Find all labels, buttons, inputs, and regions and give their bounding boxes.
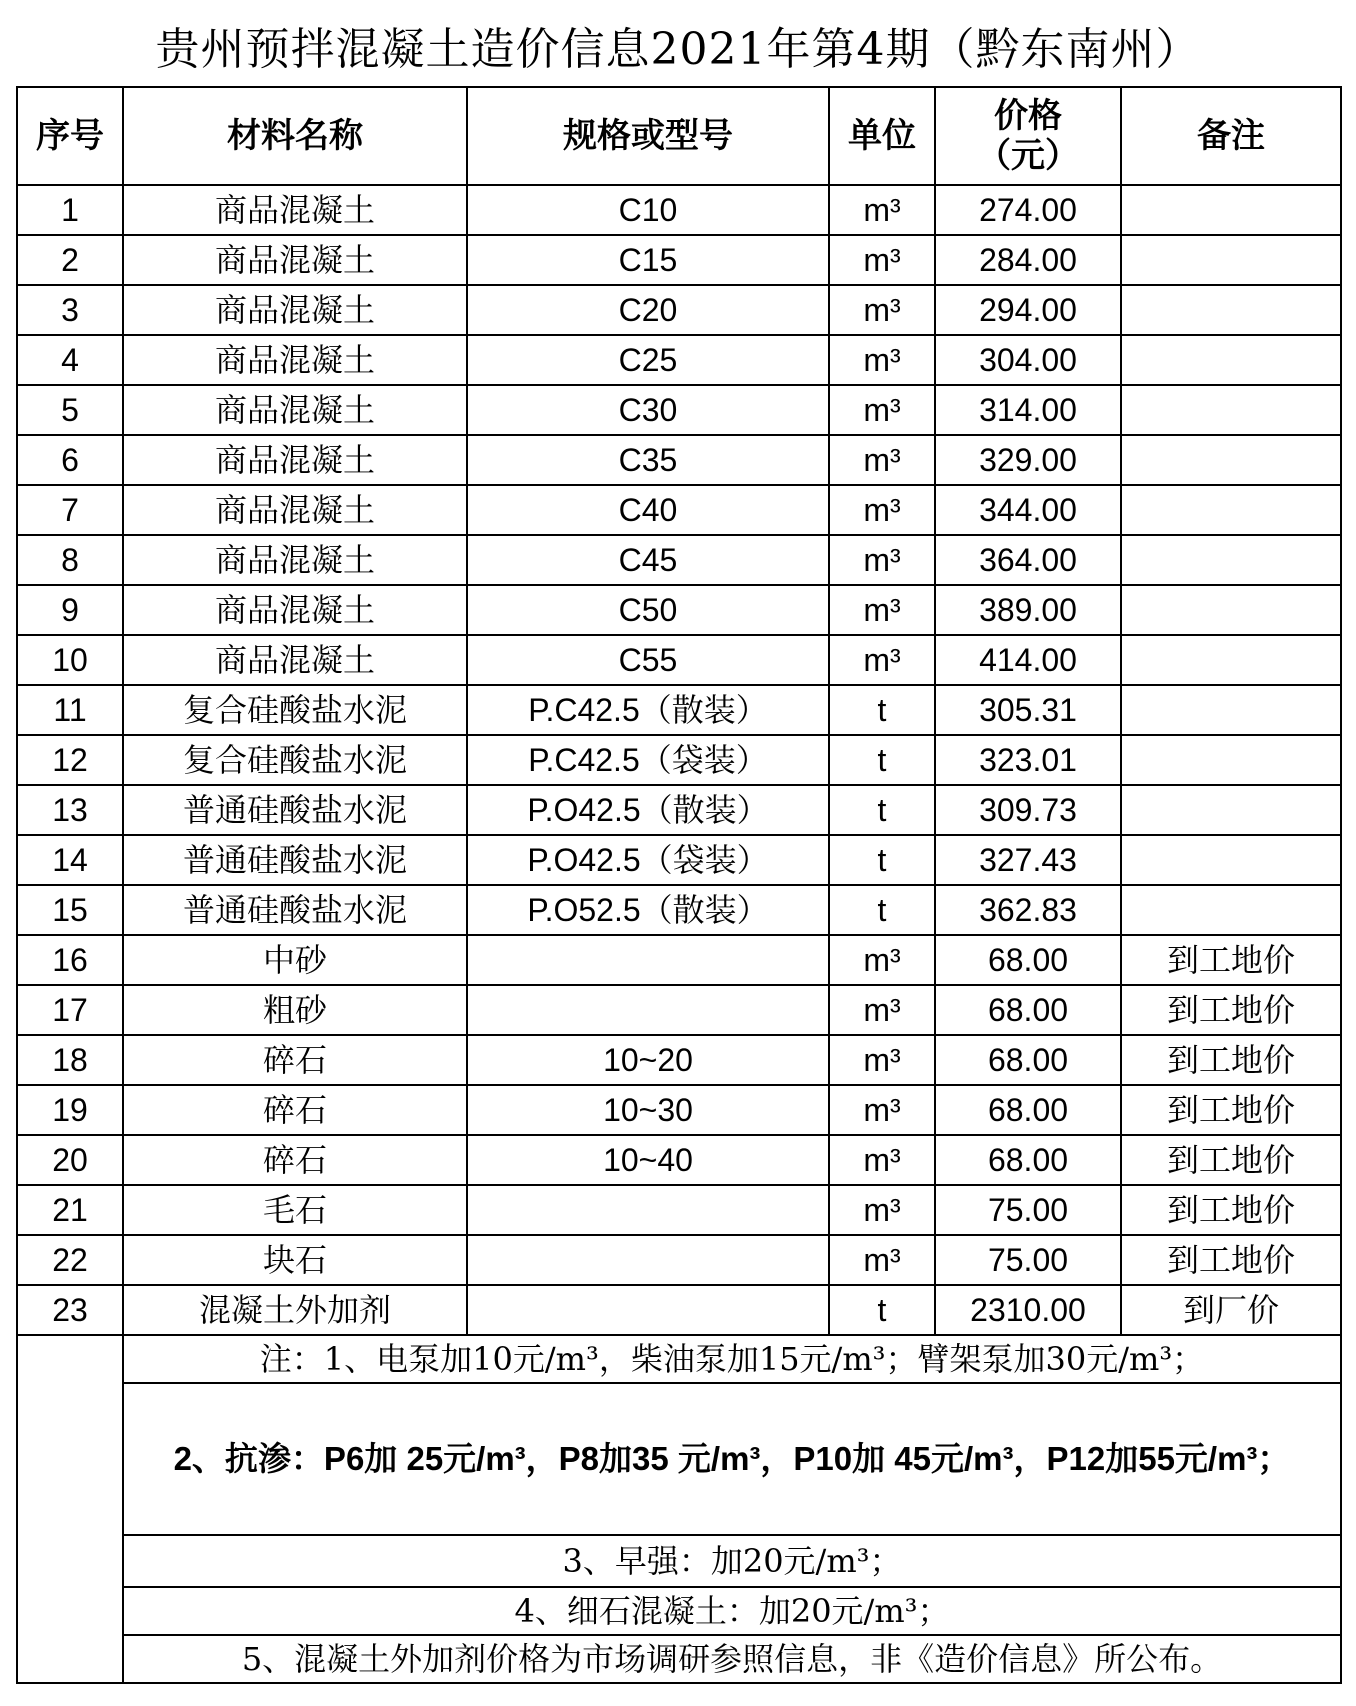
table-cell-name: 商品混凝土 xyxy=(123,235,467,285)
note-3: 3、早强：加20元/m³； xyxy=(123,1535,1341,1587)
table-cell-remark: 到厂价 xyxy=(1121,1285,1341,1335)
note-1: 注：1、电泵加10元/m³，柴油泵加15元/m³；臂架泵加30元/m³； xyxy=(123,1335,1341,1383)
table-row xyxy=(17,235,1341,285)
table-cell-price: 314.00 xyxy=(935,385,1121,435)
table-row xyxy=(17,1085,1341,1135)
table-cell-seq: 16 xyxy=(17,935,123,985)
header-unit: 单位 xyxy=(829,87,935,185)
table-cell-remark: 到工地价 xyxy=(1121,1035,1341,1085)
table-cell-remark xyxy=(1121,585,1341,635)
table-cell-price: 323.01 xyxy=(935,735,1121,785)
table-cell-name: 毛石 xyxy=(123,1185,467,1235)
table-cell-spec xyxy=(467,1235,829,1285)
table-cell-price: 294.00 xyxy=(935,285,1121,335)
table-cell-seq: 9 xyxy=(17,585,123,635)
table-row xyxy=(17,1035,1341,1085)
table-cell-spec: P.O52.5（散装） xyxy=(467,885,829,935)
note-2: 2、抗渗：P6加 25元/m³，P8加35 元/m³，P10加 45元/m³，P12加55元/m³； xyxy=(123,1383,1341,1535)
table-cell-seq: 3 xyxy=(17,285,123,335)
table-cell-price: 329.00 xyxy=(935,435,1121,485)
table-cell-price: 284.00 xyxy=(935,235,1121,285)
table-cell-spec: C25 xyxy=(467,335,829,385)
table-row xyxy=(17,885,1341,935)
table-cell-unit: m³ xyxy=(829,535,935,585)
table-cell-name: 普通硅酸盐水泥 xyxy=(123,885,467,935)
table-row xyxy=(17,635,1341,685)
table-cell-spec: P.C42.5（袋装） xyxy=(467,735,829,785)
table-cell-unit: m³ xyxy=(829,385,935,435)
table-cell-unit: m³ xyxy=(829,335,935,385)
table-cell-name: 块石 xyxy=(123,1235,467,1285)
table-cell-seq: 23 xyxy=(17,1285,123,1335)
table-cell-seq: 20 xyxy=(17,1135,123,1185)
table-cell-spec: P.C42.5（散装） xyxy=(467,685,829,735)
table-row xyxy=(17,1135,1341,1185)
table-cell-remark: 到工地价 xyxy=(1121,1185,1341,1235)
note-5: 5、混凝土外加剂价格为市场调研参照信息，非《造价信息》所公布。 xyxy=(123,1635,1341,1683)
table-cell-unit: m³ xyxy=(829,1235,935,1285)
table-cell-name: 复合硅酸盐水泥 xyxy=(123,735,467,785)
table-cell-seq: 2 xyxy=(17,235,123,285)
table-cell-unit: t xyxy=(829,685,935,735)
table-cell-price: 75.00 xyxy=(935,1235,1121,1285)
table-cell-remark xyxy=(1121,235,1341,285)
table-cell-price: 68.00 xyxy=(935,1085,1121,1135)
table-header-row xyxy=(17,87,1341,185)
table-cell-seq: 11 xyxy=(17,685,123,735)
table-cell-seq: 15 xyxy=(17,885,123,935)
table-cell-price: 327.43 xyxy=(935,835,1121,885)
table-cell-spec: C50 xyxy=(467,585,829,635)
table-row xyxy=(17,685,1341,735)
table-cell-name: 普通硅酸盐水泥 xyxy=(123,835,467,885)
header-spec: 规格或型号 xyxy=(467,87,829,185)
table-row xyxy=(17,835,1341,885)
table-cell-name: 商品混凝土 xyxy=(123,485,467,535)
table-cell-remark xyxy=(1121,835,1341,885)
table-cell-name: 商品混凝土 xyxy=(123,185,467,235)
table-cell-seq: 17 xyxy=(17,985,123,1035)
table-cell-spec xyxy=(467,1185,829,1235)
table-cell-remark xyxy=(1121,685,1341,735)
table-cell-price: 414.00 xyxy=(935,635,1121,685)
table-cell-name: 商品混凝土 xyxy=(123,585,467,635)
table-cell-unit: m³ xyxy=(829,635,935,685)
table-cell-remark xyxy=(1121,435,1341,485)
table-row xyxy=(17,1235,1341,1285)
table-cell-price: 304.00 xyxy=(935,335,1121,385)
table-cell-seq: 18 xyxy=(17,1035,123,1085)
table-cell-spec: C40 xyxy=(467,485,829,535)
table-row xyxy=(17,1185,1341,1235)
table-cell-seq: 4 xyxy=(17,335,123,385)
table-cell-unit: t xyxy=(829,885,935,935)
table-cell-unit: m³ xyxy=(829,1085,935,1135)
table-cell-remark xyxy=(1121,485,1341,535)
table-cell-remark xyxy=(1121,335,1341,385)
table-cell-spec: P.O42.5（散装） xyxy=(467,785,829,835)
table-row xyxy=(17,535,1341,585)
note-row xyxy=(17,1587,1341,1635)
table-cell-remark: 到工地价 xyxy=(1121,1085,1341,1135)
table-cell-unit: m³ xyxy=(829,985,935,1035)
table-row xyxy=(17,435,1341,485)
page-title: 贵州预拌混凝土造价信息2021年第4期（黔东南州） xyxy=(155,24,1201,75)
table-cell-price: 75.00 xyxy=(935,1185,1121,1235)
table-cell-seq: 1 xyxy=(17,185,123,235)
table-cell-price: 309.73 xyxy=(935,785,1121,835)
table-row xyxy=(17,585,1341,635)
table-cell-spec: 10~20 xyxy=(467,1035,829,1085)
table-cell-remark xyxy=(1121,635,1341,685)
price-table xyxy=(16,86,1342,1684)
table-cell-seq: 19 xyxy=(17,1085,123,1135)
table-row xyxy=(17,185,1341,235)
table-cell-seq: 10 xyxy=(17,635,123,685)
header-name: 材料名称 xyxy=(123,87,467,185)
table-cell-name: 商品混凝土 xyxy=(123,285,467,335)
table-cell-price: 68.00 xyxy=(935,1135,1121,1185)
table-cell-name: 中砂 xyxy=(123,935,467,985)
table-cell-name: 普通硅酸盐水泥 xyxy=(123,785,467,835)
table-row xyxy=(17,485,1341,535)
table-cell-remark xyxy=(1121,735,1341,785)
table-cell-spec: C55 xyxy=(467,635,829,685)
table-cell-unit: m³ xyxy=(829,285,935,335)
table-cell-price: 68.00 xyxy=(935,1035,1121,1085)
table-cell-price: 305.31 xyxy=(935,685,1121,735)
table-row xyxy=(17,385,1341,435)
header-price-line2: （元） xyxy=(977,136,1079,176)
table-cell-unit: m³ xyxy=(829,435,935,485)
table-cell-name: 混凝土外加剂 xyxy=(123,1285,467,1335)
table-cell-price: 362.83 xyxy=(935,885,1121,935)
table-cell-remark xyxy=(1121,385,1341,435)
table-cell-seq: 5 xyxy=(17,385,123,435)
table-cell-spec: C30 xyxy=(467,385,829,435)
table-cell-name: 商品混凝土 xyxy=(123,385,467,435)
table-cell-unit: m³ xyxy=(829,935,935,985)
table-cell-name: 复合硅酸盐水泥 xyxy=(123,685,467,735)
table-cell-price: 274.00 xyxy=(935,185,1121,235)
table-cell-spec xyxy=(467,935,829,985)
note-row xyxy=(17,1535,1341,1587)
table-cell-unit: t xyxy=(829,785,935,835)
table-cell-unit: t xyxy=(829,835,935,885)
note-blank-cell xyxy=(17,1335,123,1683)
table-cell-spec xyxy=(467,985,829,1035)
table-cell-unit: m³ xyxy=(829,585,935,635)
table-cell-price: 344.00 xyxy=(935,485,1121,535)
table-cell-remark xyxy=(1121,285,1341,335)
table-cell-unit: m³ xyxy=(829,185,935,235)
table-cell-seq: 13 xyxy=(17,785,123,835)
table-cell-name: 碎石 xyxy=(123,1085,467,1135)
table-cell-price: 389.00 xyxy=(935,585,1121,635)
table-cell-seq: 6 xyxy=(17,435,123,485)
table-cell-seq: 8 xyxy=(17,535,123,585)
notes-body xyxy=(17,1335,1341,1683)
table-cell-spec: C35 xyxy=(467,435,829,485)
table-cell-unit: m³ xyxy=(829,1185,935,1235)
table-body xyxy=(17,185,1341,1335)
table-cell-price: 68.00 xyxy=(935,935,1121,985)
note-row xyxy=(17,1635,1341,1683)
table-cell-spec: C20 xyxy=(467,285,829,335)
table-cell-remark xyxy=(1121,885,1341,935)
table-cell-unit: m³ xyxy=(829,1035,935,1085)
table-cell-name: 商品混凝土 xyxy=(123,435,467,485)
table-cell-remark: 到工地价 xyxy=(1121,985,1341,1035)
header-price xyxy=(935,87,1121,185)
table-cell-price: 68.00 xyxy=(935,985,1121,1035)
table-cell-name: 粗砂 xyxy=(123,985,467,1035)
table-cell-price: 364.00 xyxy=(935,535,1121,585)
table-cell-spec xyxy=(467,1285,829,1335)
table-cell-seq: 7 xyxy=(17,485,123,535)
table-cell-remark: 到工地价 xyxy=(1121,1135,1341,1185)
table-cell-unit: t xyxy=(829,735,935,785)
table-cell-price: 2310.00 xyxy=(935,1285,1121,1335)
table-cell-seq: 14 xyxy=(17,835,123,885)
table-cell-remark: 到工地价 xyxy=(1121,1235,1341,1285)
note-4: 4、细石混凝土：加20元/m³； xyxy=(123,1587,1341,1635)
header-seq: 序号 xyxy=(17,87,123,185)
table-cell-spec: C45 xyxy=(467,535,829,585)
table-cell-seq: 12 xyxy=(17,735,123,785)
table-cell-name: 碎石 xyxy=(123,1035,467,1085)
header-remark: 备注 xyxy=(1121,87,1341,185)
table-cell-remark xyxy=(1121,185,1341,235)
table-cell-spec: 10~40 xyxy=(467,1135,829,1185)
table-cell-name: 商品混凝土 xyxy=(123,535,467,585)
table-cell-spec: C15 xyxy=(467,235,829,285)
table-cell-unit: t xyxy=(829,1285,935,1335)
table-cell-name: 商品混凝土 xyxy=(123,635,467,685)
table-row xyxy=(17,935,1341,985)
note-row xyxy=(17,1383,1341,1535)
table-row xyxy=(17,285,1341,335)
header-price-line1: 价格 xyxy=(994,96,1062,136)
note-row xyxy=(17,1335,1341,1383)
table-cell-name: 商品混凝土 xyxy=(123,335,467,385)
table-cell-remark xyxy=(1121,535,1341,585)
table-row xyxy=(17,335,1341,385)
table-cell-unit: m³ xyxy=(829,1135,935,1185)
table-row xyxy=(17,1285,1341,1335)
table-row xyxy=(17,735,1341,785)
table-row xyxy=(17,985,1341,1035)
table-row xyxy=(17,785,1341,835)
table-cell-unit: m³ xyxy=(829,485,935,535)
table-cell-name: 碎石 xyxy=(123,1135,467,1185)
table-cell-spec: C10 xyxy=(467,185,829,235)
table-cell-remark: 到工地价 xyxy=(1121,935,1341,985)
table-cell-spec: P.O42.5（袋装） xyxy=(467,835,829,885)
table-cell-remark xyxy=(1121,785,1341,835)
table-cell-spec: 10~30 xyxy=(467,1085,829,1135)
table-cell-seq: 21 xyxy=(17,1185,123,1235)
table-cell-seq: 22 xyxy=(17,1235,123,1285)
table-cell-unit: m³ xyxy=(829,235,935,285)
